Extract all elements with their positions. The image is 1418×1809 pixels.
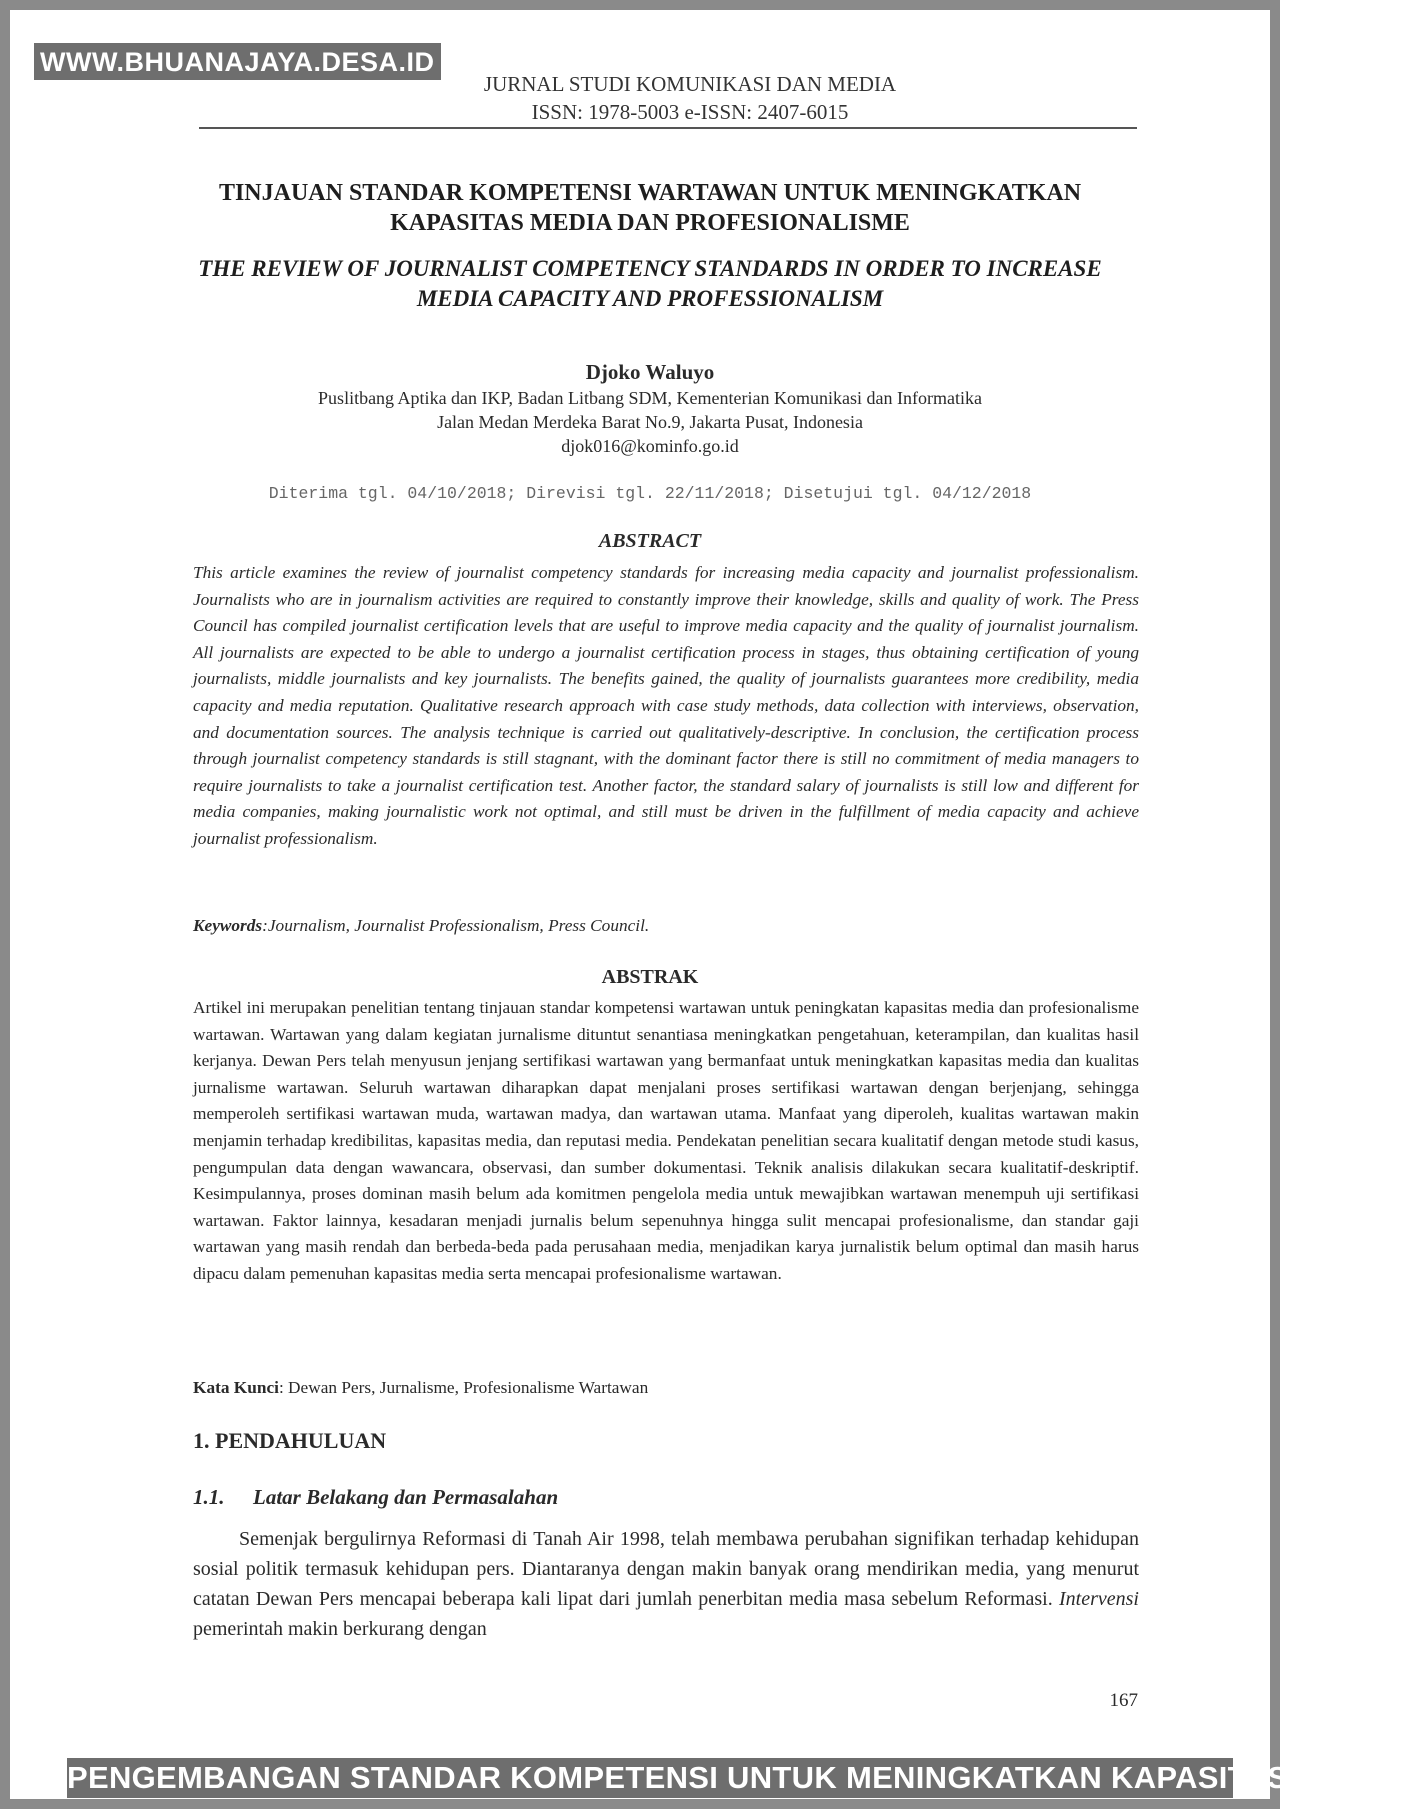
abstract-heading: ABSTRACT bbox=[598, 530, 702, 552]
keywords-line bbox=[193, 913, 1139, 940]
keywords-value: :Journalism, Journalist Professionalism, Press Council. bbox=[262, 916, 650, 935]
subsection-number: 1.1. bbox=[193, 1485, 225, 1509]
abstract-text: This article examines the review of journalist competency standards for increasing media capacity and journalist professionalism. Journalists who are in journalism activities are required to constantly improve their knowledge, skills and quality of work. The Press Council has compiled journalist certification levels that are useful to improve media capacity and the quality of journalist journalism. All journalists are expected to be able to undergo a journalist certification process in stages, thus obtaining certification of young journalists, middle journalists and key journalists. The benefits gained, the quality of journalists guarantees more credibility, media capacity and media reputation. Qualitative research approach with case study methods, data collection with interviews, observation, and documentation sources. The analysis technique is carried out qualitatively-descriptive. In conclusion, the certification process through journalist competency standards is still stagnant, with the dominant factor there is still no commitment of media managers to require journalists to take a journalist certification test. Another factor, the standard salary of journalists is still low and different for media companies, making journalistic work not optimal, and still must be driven in the fulfillment of media capacity and achieve journalist professionalism. bbox=[193, 563, 1139, 848]
abstrak-heading: ABSTRAK bbox=[601, 966, 699, 988]
watermark-url: WWW.BHUANAJAYA.DESA.ID bbox=[34, 43, 441, 80]
section-heading: 1. PENDAHULUAN bbox=[193, 1428, 387, 1453]
paper-title-english: THE REVIEW OF JOURNALIST COMPETENCY STANDARDS IN ORDER TO INCREASE MEDIA CAPACITY AND PROFESSIONALISM bbox=[198, 256, 1102, 311]
subsection-heading bbox=[193, 1485, 558, 1510]
submission-dates: Diterima tgl. 04/10/2018; Direvisi tgl. 22/11/2018; Disetujui tgl. 04/12/2018 bbox=[268, 484, 1032, 503]
author-email: djok016@kominfo.go.id bbox=[561, 436, 739, 456]
abstrak-text: Artikel ini merupakan penelitian tentang tinjauan standar kompetensi wartawan untuk peningkatan kapasitas media dan profesionalisme wartawan. Wartawan yang dalam kegiatan jurnalisme dituntut senantiasa meningkatkan pengetahuan, keterampilan, dan kualitas hasil kerjanya. Dewan Pers telah menyusun jenjang sertifikasi wartawan yang bermanfaat untuk meningkatkan kapasitas media dan kualitas jurnalisme wartawan. Seluruh wartawan diharapkan dapat menjalani proses sertifikasi wartawan dengan berjenjang, sehingga memperoleh sertifikasi wartawan muda, wartawan madya, dan wartawan utama. Manfaat yang diperoleh, kualitas wartawan makin menjamin terhadap kredibilitas, kapasitas media, dan reputasi media. Pendekatan penelitian secara kualitatif dengan metode studi kasus, pengumpulan data dengan wawancara, observasi, dan sumber dokumentasi. Teknik analisis dilakukan secara kualitatif-deskriptif. Kesimpulannya, proses dominan masih belum ada komitmen pengelola media untuk mewajibkan wartawan menempuh uji sertifikasi wartawan. Faktor lainnya, kesadaran menjadi jurnalis belum sepenuhnya hingga sulit mencapai profesionalisme, dan standar gaji wartawan yang masih rendah dan berbeda-beda pada perusahaan media, menjadikan karya jurnalistik belum optimal dan masih harus dipacu dalam pemenuhan kapasitas media serta mencapai profesionalisme wartawan. bbox=[193, 998, 1139, 1283]
kata-kunci-line bbox=[193, 1375, 1139, 1402]
caption-banner: PENGEMBANGAN STANDAR KOMPETENSI UNTUK MENINGKATKAN KAPASITAS LINMAS bbox=[67, 1758, 1233, 1798]
subsection-title: Latar Belakang dan Permasalahan bbox=[253, 1485, 559, 1509]
header-divider bbox=[199, 127, 1137, 129]
paper-title-indonesian: TINJAUAN STANDAR KOMPETENSI WARTAWAN UNTUK MENINGKATKAN KAPASITAS MEDIA DAN PROFESIONALISME bbox=[218, 180, 1082, 236]
journal-name: JURNAL STUDI KOMUNIKASI DAN MEDIA bbox=[483, 72, 897, 96]
introduction-paragraph bbox=[193, 1524, 1139, 1644]
keywords-label: Keywords bbox=[193, 916, 263, 935]
intro-text-italic: Intervensi bbox=[1059, 1588, 1139, 1610]
kata-kunci-label: Kata Kunci bbox=[193, 1378, 279, 1397]
intro-text-start: Semenjak bergulirnya Reformasi di Tanah Air 1998, telah membawa perubahan signifikan terhadap kehidupan sosial politik termasuk kehidupan pers. Diantaranya dengan makin banyak orang mendirikan media, yang menurut catatan Dewan Pers mencapai beberapa kali lipat dari jumlah penerbitan media masa sebelum Reformasi. bbox=[193, 1528, 1139, 1610]
intro-text-end: pemerintah makin berkurang dengan bbox=[193, 1618, 487, 1640]
author-name: Djoko Waluyo bbox=[585, 360, 715, 384]
author-address: Jalan Medan Merdeka Barat No.9, Jakarta Pusat, Indonesia bbox=[437, 412, 863, 432]
author-affiliation: Puslitbang Aptika dan IKP, Badan Litbang SDM, Kementerian Komunikasi dan Informatika bbox=[318, 388, 982, 408]
page-number: 167 bbox=[1109, 1690, 1138, 1711]
journal-issn: ISSN: 1978-5003 e-ISSN: 2407-6015 bbox=[531, 100, 849, 124]
kata-kunci-value: : Dewan Pers, Jurnalisme, Profesionalisme Wartawan bbox=[278, 1378, 649, 1397]
